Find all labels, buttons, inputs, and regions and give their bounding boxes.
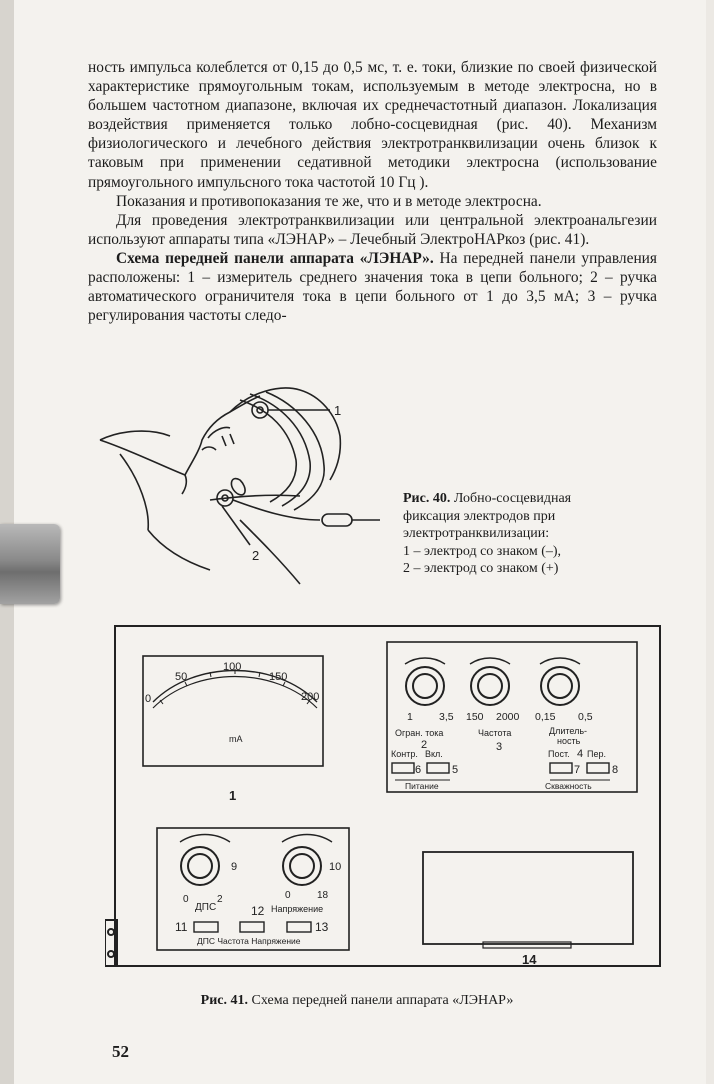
fig40-caption-line3: электротранквилизации: bbox=[403, 526, 550, 542]
knob10-max: 18 bbox=[317, 890, 329, 901]
fig40-caption-line2: фиксация электродов при bbox=[403, 508, 556, 524]
fig40-caption-line5: 2 – электрод со знаком (+) bbox=[403, 561, 559, 577]
switch-label-post: Пост. bbox=[548, 749, 570, 759]
figure-40-caption bbox=[403, 490, 653, 578]
switch-label-vkl: Вкл. bbox=[425, 749, 443, 759]
knob10-min: 0 bbox=[285, 890, 291, 901]
top-num-8: 8 bbox=[612, 764, 619, 776]
meter-scale-50: 50 bbox=[175, 671, 188, 683]
switch-13 bbox=[287, 922, 311, 932]
switch-label-per: Пер. bbox=[587, 749, 606, 759]
fig41-caption-text: Схема передней панели аппарата «ЛЭНАР» bbox=[251, 993, 514, 1008]
screen-number: 14 bbox=[522, 952, 537, 967]
fig41-caption-title: Рис. 41. bbox=[200, 993, 249, 1008]
bottom-num-13: 13 bbox=[315, 920, 329, 934]
knob9-min: 0 bbox=[183, 894, 189, 905]
switch-7 bbox=[550, 763, 572, 773]
fig40-label-2: 2 bbox=[252, 548, 260, 563]
meter-unit: mA bbox=[229, 734, 243, 744]
paragraph-3: Для проведения электротранквилизации или центральной электроанальгезии используют аппараты типа «ЛЭНАР» – Лечебный ЭлектроНАРкоз (рис. 41). bbox=[88, 211, 657, 248]
switch-5 bbox=[427, 763, 449, 773]
knob3-label-b: ность bbox=[557, 736, 581, 746]
knob-current-limit bbox=[405, 658, 445, 705]
switch-label-kontr: Контр. bbox=[391, 749, 418, 759]
bottom-num-12: 12 bbox=[251, 904, 265, 918]
knob2-label: Частота bbox=[478, 728, 512, 738]
bottom-num-10: 10 bbox=[329, 861, 342, 873]
bottom-num-11: 11 bbox=[175, 920, 188, 934]
knob1-max: 3,5 bbox=[439, 711, 454, 723]
knob3-max: 0,5 bbox=[578, 711, 593, 723]
knob1-min: 1 bbox=[407, 711, 413, 723]
knob3-min: 0,15 bbox=[535, 711, 556, 723]
paragraph-4 bbox=[88, 249, 657, 325]
knob1-label: Огран. тока bbox=[395, 728, 444, 738]
fig40-label-1: 1 bbox=[334, 403, 342, 418]
knob9-label: ДПС bbox=[195, 902, 217, 913]
knob2-min: 150 bbox=[466, 711, 484, 723]
screen-14 bbox=[423, 852, 633, 944]
knob9-max: 2 bbox=[217, 894, 223, 905]
figure-41-caption bbox=[0, 993, 714, 1009]
meter-scale-150: 150 bbox=[269, 671, 288, 683]
bottom-switch-labels: ДПС Частота Напряжение bbox=[197, 936, 301, 946]
figure-40-illustration bbox=[90, 370, 410, 590]
binder-clip bbox=[0, 524, 60, 604]
top-num-7: 7 bbox=[574, 764, 581, 776]
top-num-2: 2 bbox=[421, 739, 428, 751]
top-num-5: 5 bbox=[452, 764, 459, 776]
fig40-caption-title: Рис. 40. bbox=[403, 491, 451, 506]
switch-11 bbox=[194, 922, 218, 932]
knob-dps bbox=[180, 835, 230, 886]
knob-frequency bbox=[470, 658, 510, 705]
top-num-6: 6 bbox=[415, 764, 422, 776]
paragraph-1: ность импульса колеблется от 0,15 до 0,5 мс, т. е. токи, близкие по своей физической характеристике прямоугольным токам, используемым в методе электросна, но в большем частотном диапазоне, включая их среднечастотный диапазон. Локализация воздействия применяется только лобно-сосцевидная (рис. 40). Механизм физиологического и лечебного действия электротранквилизации очень близок к таковым при применении седативной методики электросна (использование прямоугольного импульсного тока частотой 10 Гц ). bbox=[88, 59, 657, 191]
meter-number: 1 bbox=[229, 788, 237, 803]
paragraph-4-heading: Схема передней панели аппарата «ЛЭНАР». bbox=[116, 249, 434, 267]
knob-duration bbox=[540, 658, 580, 705]
meter-scale-100: 100 bbox=[223, 661, 242, 673]
group-skvazhnost: Скважность bbox=[545, 781, 592, 791]
knob-voltage bbox=[282, 835, 332, 886]
switch-8 bbox=[587, 763, 609, 773]
meter-scale-200: 200 bbox=[301, 691, 320, 703]
switch-12 bbox=[240, 922, 264, 932]
bottom-num-9: 9 bbox=[231, 861, 238, 873]
fig40-caption-line4: 1 – электрод со знаком (–), bbox=[403, 543, 562, 559]
top-num-4: 4 bbox=[577, 748, 584, 760]
knob2-max: 2000 bbox=[496, 711, 520, 723]
switch-6 bbox=[392, 763, 414, 773]
paragraph-4-text: На передней панели управления расположены: 1 – измеритель среднего значения тока в цепи больного; 2 – ручка автоматического ограничителя тока в цепи больного от 1 до 3,5 мА; 3 – ручка регулирования частоты следо- bbox=[88, 249, 657, 325]
fig40-caption-line1: Лобно-сосцевидная bbox=[453, 491, 572, 506]
group-pitanie: Питание bbox=[405, 781, 439, 791]
figure-41-panel-diagram bbox=[105, 620, 670, 980]
paragraph-2: Показания и противопоказания те же, что и в методе электросна. bbox=[116, 192, 542, 210]
knob3-label-a: Длитель- bbox=[549, 726, 588, 736]
top-num-3: 3 bbox=[496, 741, 503, 753]
meter-scale-0: 0 bbox=[145, 693, 152, 705]
knob10-label: Напряжение bbox=[271, 904, 324, 914]
body-text bbox=[88, 58, 657, 325]
page-number: 52 bbox=[112, 1042, 129, 1061]
